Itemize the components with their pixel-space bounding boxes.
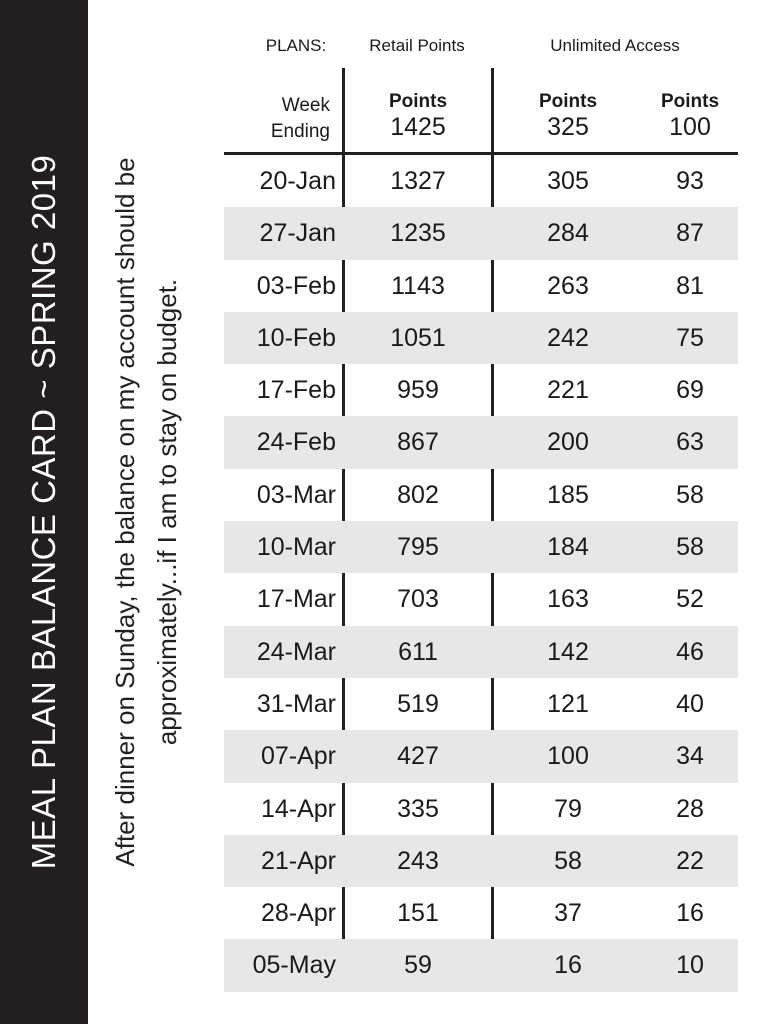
unlimited-100-cell: 87 (676, 219, 704, 248)
budget-note-line1: After dinner on Sunday, the balance on my account should be (110, 157, 140, 867)
week-header-line2: Ending (270, 121, 330, 142)
unlimited-325-cell: 121 (547, 689, 589, 718)
budget-note (104, 157, 188, 866)
table-row (224, 939, 738, 991)
unlimited-325-cell: 142 (547, 637, 589, 666)
column-header-title: Points (388, 91, 448, 112)
week-ending-cell: 03-Feb (256, 271, 336, 300)
retail-1425-header (368, 92, 468, 142)
plans-retail-label: Retail Points (369, 36, 465, 55)
unlimited-325-cell: 242 (547, 323, 589, 352)
unlimited-100-cell: 52 (676, 585, 704, 614)
unlimited-100-cell: 34 (676, 742, 704, 771)
unlimited-100-cell: 22 (676, 846, 704, 875)
retail-points-cell: 703 (397, 585, 439, 614)
retail-points-cell: 802 (397, 480, 439, 509)
unlimited-325-cell: 305 (547, 167, 589, 195)
retail-points-cell: 1327 (390, 167, 446, 195)
unlimited-100-cell: 46 (676, 637, 704, 666)
column-header-title: Points (660, 91, 720, 112)
table-row (224, 260, 738, 312)
unlimited-325-cell: 163 (547, 585, 589, 614)
table-row (224, 312, 738, 364)
retail-points-cell: 611 (398, 637, 438, 666)
unlimited-100-header (640, 92, 740, 142)
retail-points-cell: 519 (397, 689, 439, 718)
column-header-amount: 100 (669, 113, 711, 141)
unlimited-100-cell: 75 (676, 323, 704, 352)
unlimited-100-cell: 28 (676, 794, 704, 823)
retail-points-cell: 151 (397, 899, 439, 928)
unlimited-100-cell: 58 (676, 533, 704, 562)
table-row (224, 416, 738, 468)
table-row (224, 626, 738, 678)
retail-points-cell: 1235 (390, 219, 446, 248)
week-ending-cell: 24-Mar (256, 637, 336, 666)
unlimited-100-cell: 16 (676, 899, 704, 928)
week-ending-cell: 24-Feb (256, 428, 336, 457)
week-ending-cell: 31-Mar (256, 689, 336, 718)
unlimited-100-cell: 93 (676, 167, 704, 195)
unlimited-100-cell: 81 (676, 271, 704, 300)
retail-points-cell: 1143 (391, 271, 445, 300)
table-row (224, 469, 738, 521)
table-row (224, 887, 738, 939)
week-ending-header (250, 93, 330, 145)
week-ending-cell: 28-Apr (260, 899, 336, 928)
week-ending-cell: 07-Apr (260, 742, 336, 771)
unlimited-325-cell: 184 (547, 533, 589, 562)
plans-unlimited-label: Unlimited Access (550, 36, 680, 55)
week-ending-cell: 20-Jan (259, 167, 336, 195)
unlimited-100-cell: 40 (676, 689, 704, 718)
week-ending-cell: 10-Mar (256, 533, 336, 562)
unlimited-100-cell: 10 (676, 951, 704, 980)
week-header-line1: Week (281, 95, 330, 116)
plans-label: PLANS: (265, 36, 327, 55)
table-row (224, 835, 738, 887)
unlimited-325-cell: 100 (547, 742, 589, 771)
table-row (224, 364, 738, 416)
unlimited-325-cell: 37 (554, 899, 582, 928)
retail-points-cell: 867 (397, 428, 439, 457)
unlimited-325-cell: 185 (547, 480, 589, 509)
budget-note-line2: approximately...if I am to stay on budget. (152, 278, 182, 746)
table-row (224, 730, 738, 782)
unlimited-325-cell: 16 (554, 951, 582, 980)
title-band (0, 0, 88, 1024)
week-ending-cell: 17-Mar (256, 585, 336, 614)
week-ending-cell: 27-Jan (259, 219, 336, 248)
table-row (224, 678, 738, 730)
unlimited-325-cell: 221 (547, 376, 589, 405)
week-ending-cell: 03-Mar (256, 480, 336, 509)
table-row (224, 155, 738, 207)
week-ending-cell: 05-May (252, 951, 336, 980)
unlimited-100-cell: 69 (676, 376, 704, 405)
table-row (224, 521, 738, 573)
unlimited-325-cell: 58 (554, 846, 582, 875)
week-ending-cell: 21-Apr (260, 846, 336, 875)
retail-points-cell: 1051 (390, 323, 446, 352)
unlimited-325-cell: 263 (547, 271, 589, 300)
unlimited-325-cell: 200 (547, 428, 589, 457)
card-title: MEAL PLAN BALANCE CARD ~ SPRING 2019 (25, 154, 62, 870)
retail-points-cell: 795 (397, 533, 439, 562)
retail-points-cell: 335 (397, 794, 439, 823)
column-header-title: Points (538, 91, 598, 112)
unlimited-325-cell: 79 (554, 794, 582, 823)
table-row (224, 207, 738, 259)
week-ending-cell: 10-Feb (256, 323, 336, 352)
retail-points-cell: 959 (397, 376, 439, 405)
unlimited-100-cell: 58 (676, 480, 704, 509)
retail-points-cell: 59 (404, 951, 432, 980)
unlimited-100-cell: 63 (676, 428, 704, 457)
week-ending-cell: 17-Feb (256, 376, 336, 405)
balance-table (224, 155, 738, 992)
column-header-amount: 1425 (390, 113, 446, 141)
unlimited-325-header (518, 92, 618, 142)
table-row (224, 573, 738, 625)
retail-points-cell: 243 (397, 846, 439, 875)
week-ending-cell: 14-Apr (260, 794, 336, 823)
table-row (224, 783, 738, 835)
retail-points-cell: 427 (397, 742, 439, 771)
column-header-amount: 325 (547, 113, 589, 141)
unlimited-325-cell: 284 (547, 219, 589, 248)
